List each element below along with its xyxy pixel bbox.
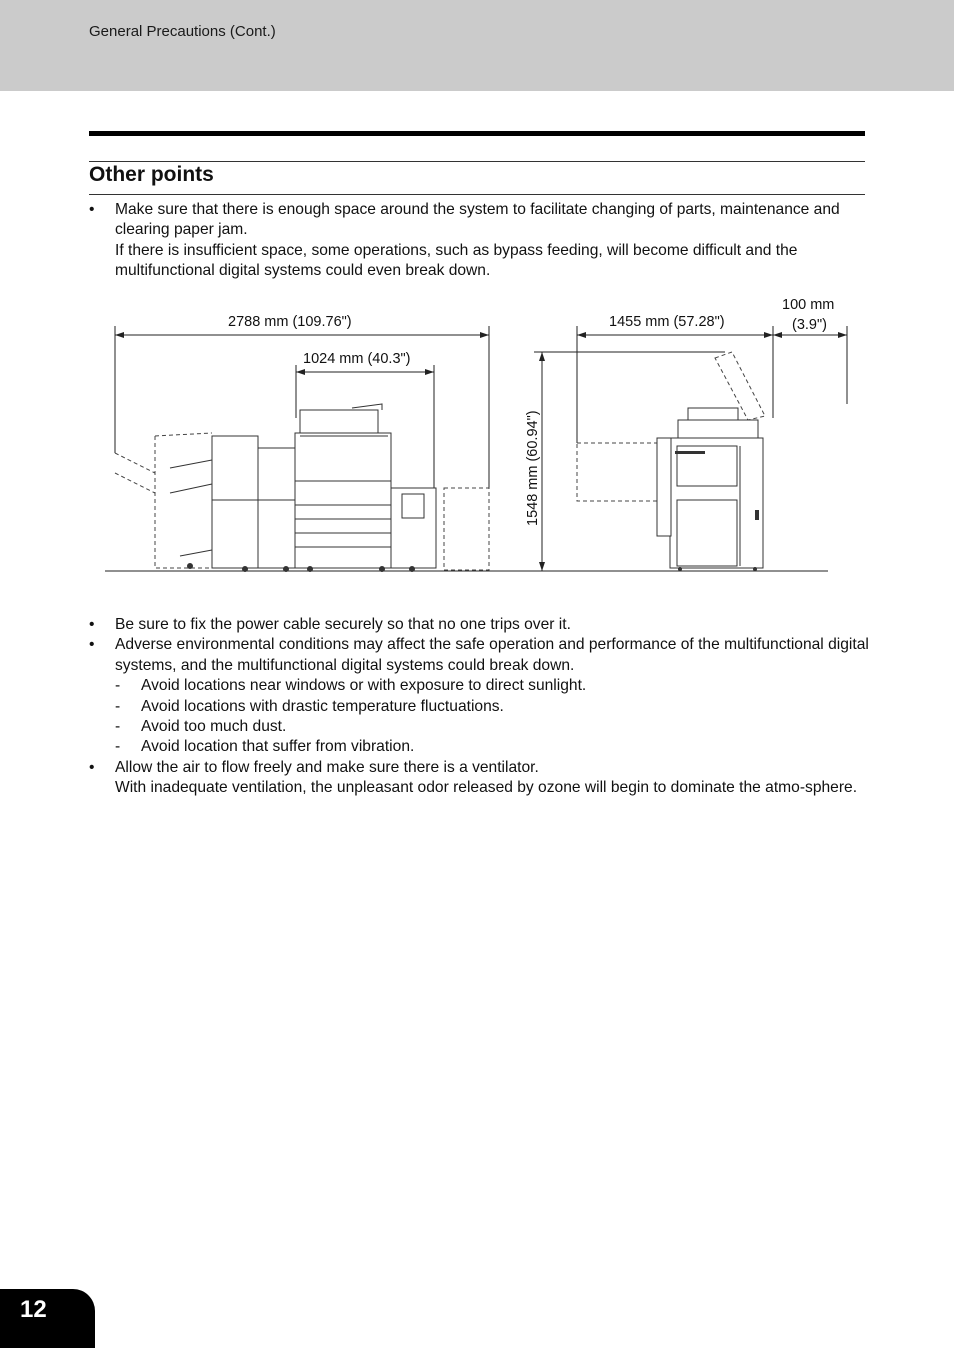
dash-marker: - (115, 697, 121, 715)
dash-marker: - (115, 738, 121, 756)
list-item-text: Adverse environmental conditions may affect the safe operation and performance of the multifunctional digital systems, and the multifunctional digital systems could break down. (115, 636, 869, 674)
bullet-marker: • (89, 758, 95, 776)
dim-main-width-label: 1024 mm (40.3") (303, 351, 411, 367)
intro-line-2: If there is insufficient space, some operations, such as bypass feeding, will become difficult and the multifunctional digital systems could even break down. (115, 241, 798, 280)
dash-marker: - (115, 718, 121, 736)
bullet-marker: • (89, 616, 95, 633)
heading-rule-bottom (89, 194, 865, 195)
header-band (0, 0, 954, 91)
sub-list-item (89, 697, 869, 717)
list-item (89, 615, 869, 635)
intro-line-1: Make sure that there is enough space around the system to facilitate changing of parts, maintenance and clearing paper jam. (115, 201, 840, 239)
dim-height-label: 1548 mm (60.94") (525, 410, 541, 526)
list-item-text: Be sure to fix the power cable securely so that no one trips over it. (115, 616, 571, 633)
list-item (89, 635, 869, 676)
bullet-marker: • (89, 636, 95, 654)
bullet-marker: • (89, 201, 95, 218)
list-item (89, 758, 869, 799)
sub-list-item-text: Avoid location that suffer from vibration. (141, 738, 415, 756)
dim-clearance-label-1: 100 mm (782, 297, 835, 313)
ventilation-line-1: Allow the air to flow freely and make sure there is a ventilator. (115, 758, 539, 776)
installation-space-diagram (100, 288, 860, 580)
dash-marker: - (115, 677, 121, 695)
sub-list-item (89, 717, 869, 737)
sub-list-item-text: Avoid too much dust. (141, 718, 287, 736)
header-title: General Precautions (Cont.) (89, 23, 276, 40)
section-heading: Other points (89, 163, 214, 186)
page-number: 12 (20, 1296, 47, 1323)
precautions-list (89, 615, 869, 799)
sub-list-item-text: Avoid locations near windows or with exposure to direct sunlight. (141, 677, 587, 695)
dim-total-width-label: 2788 mm (109.76") (228, 314, 352, 330)
dim-depth-label: 1455 mm (57.28") (609, 314, 725, 330)
ventilation-line-2: With inadequate ventilation, the unpleasant odor released by ozone will begin to dominate the atmo-sphere. (115, 779, 858, 797)
sub-list-item (89, 676, 869, 696)
sub-list-item-text: Avoid locations with drastic temperature fluctuations. (141, 697, 504, 715)
intro-bullet (89, 200, 869, 282)
sub-list-item (89, 737, 869, 757)
page-number-tab (0, 1289, 95, 1348)
heading-rule-top (89, 161, 865, 162)
dim-clearance-label-2: (3.9") (792, 317, 827, 333)
section-rule-thick (89, 131, 865, 136)
